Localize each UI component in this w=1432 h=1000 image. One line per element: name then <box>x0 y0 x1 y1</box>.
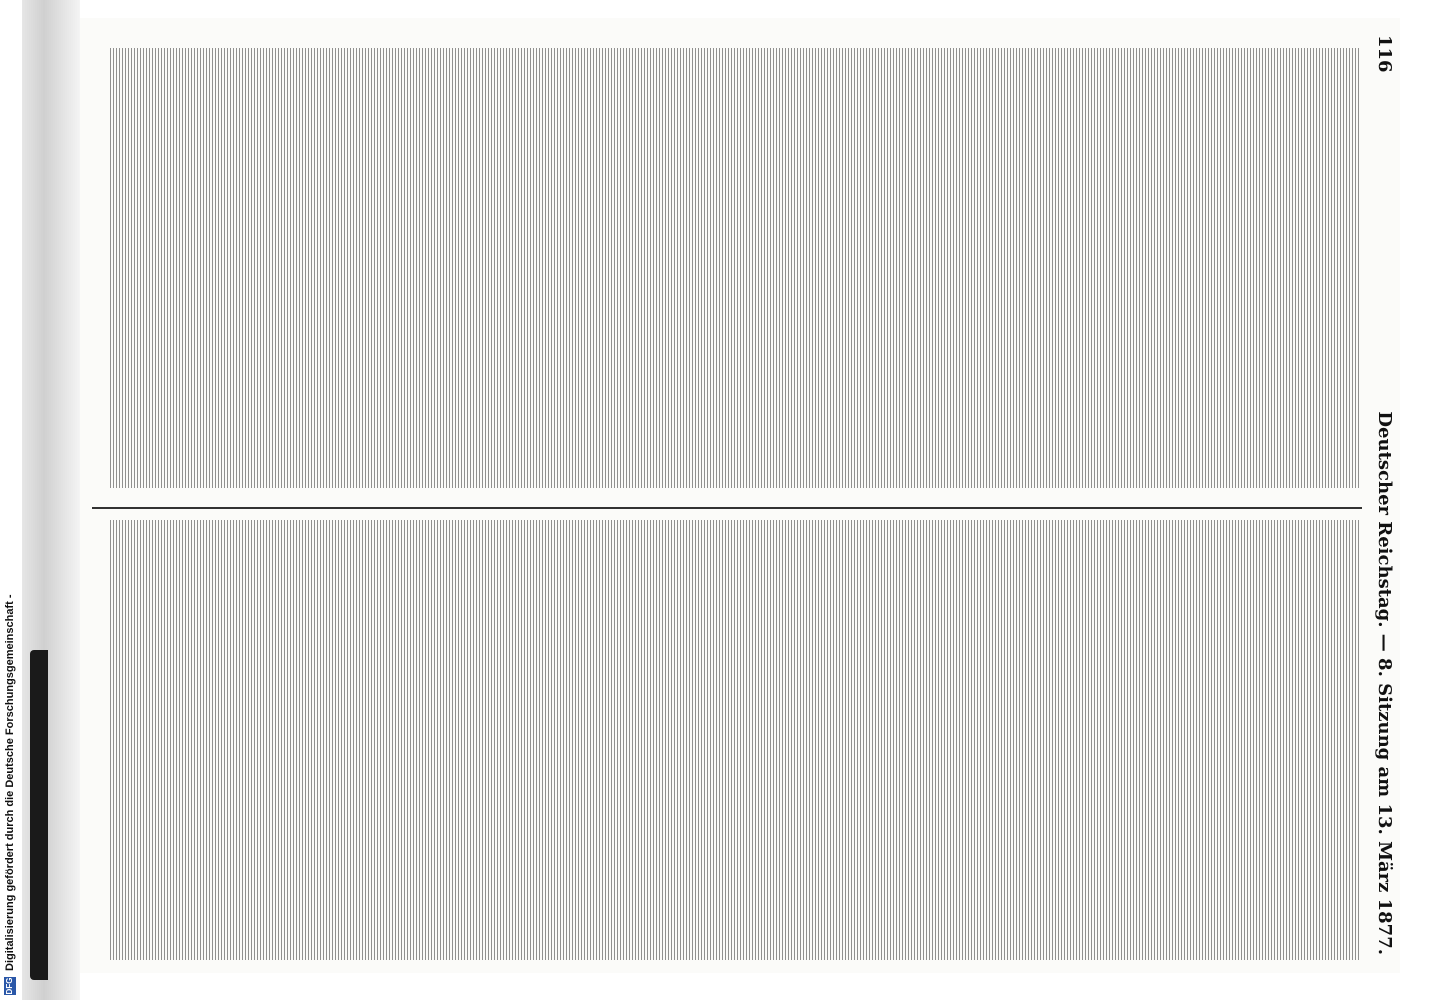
header-title: Deutscher Reichstag. — 8. Sitzung am 13. März 1877. <box>1374 411 1396 955</box>
binding-shadow <box>20 0 80 1000</box>
dfg-logo-icon: DFG <box>5 977 14 995</box>
credit-text: Digitalisierung gefördert durch die Deutsche Forschungsgemeinschaft - <box>4 594 16 971</box>
text-column-lower <box>110 520 1360 960</box>
credit-strip <box>0 0 22 1000</box>
page-number: 116 <box>1374 35 1396 73</box>
page-edge <box>30 650 48 980</box>
column-divider <box>92 507 1362 509</box>
running-header <box>1370 35 1400 955</box>
digitization-credit <box>0 5 20 995</box>
text-column-upper <box>110 48 1360 488</box>
